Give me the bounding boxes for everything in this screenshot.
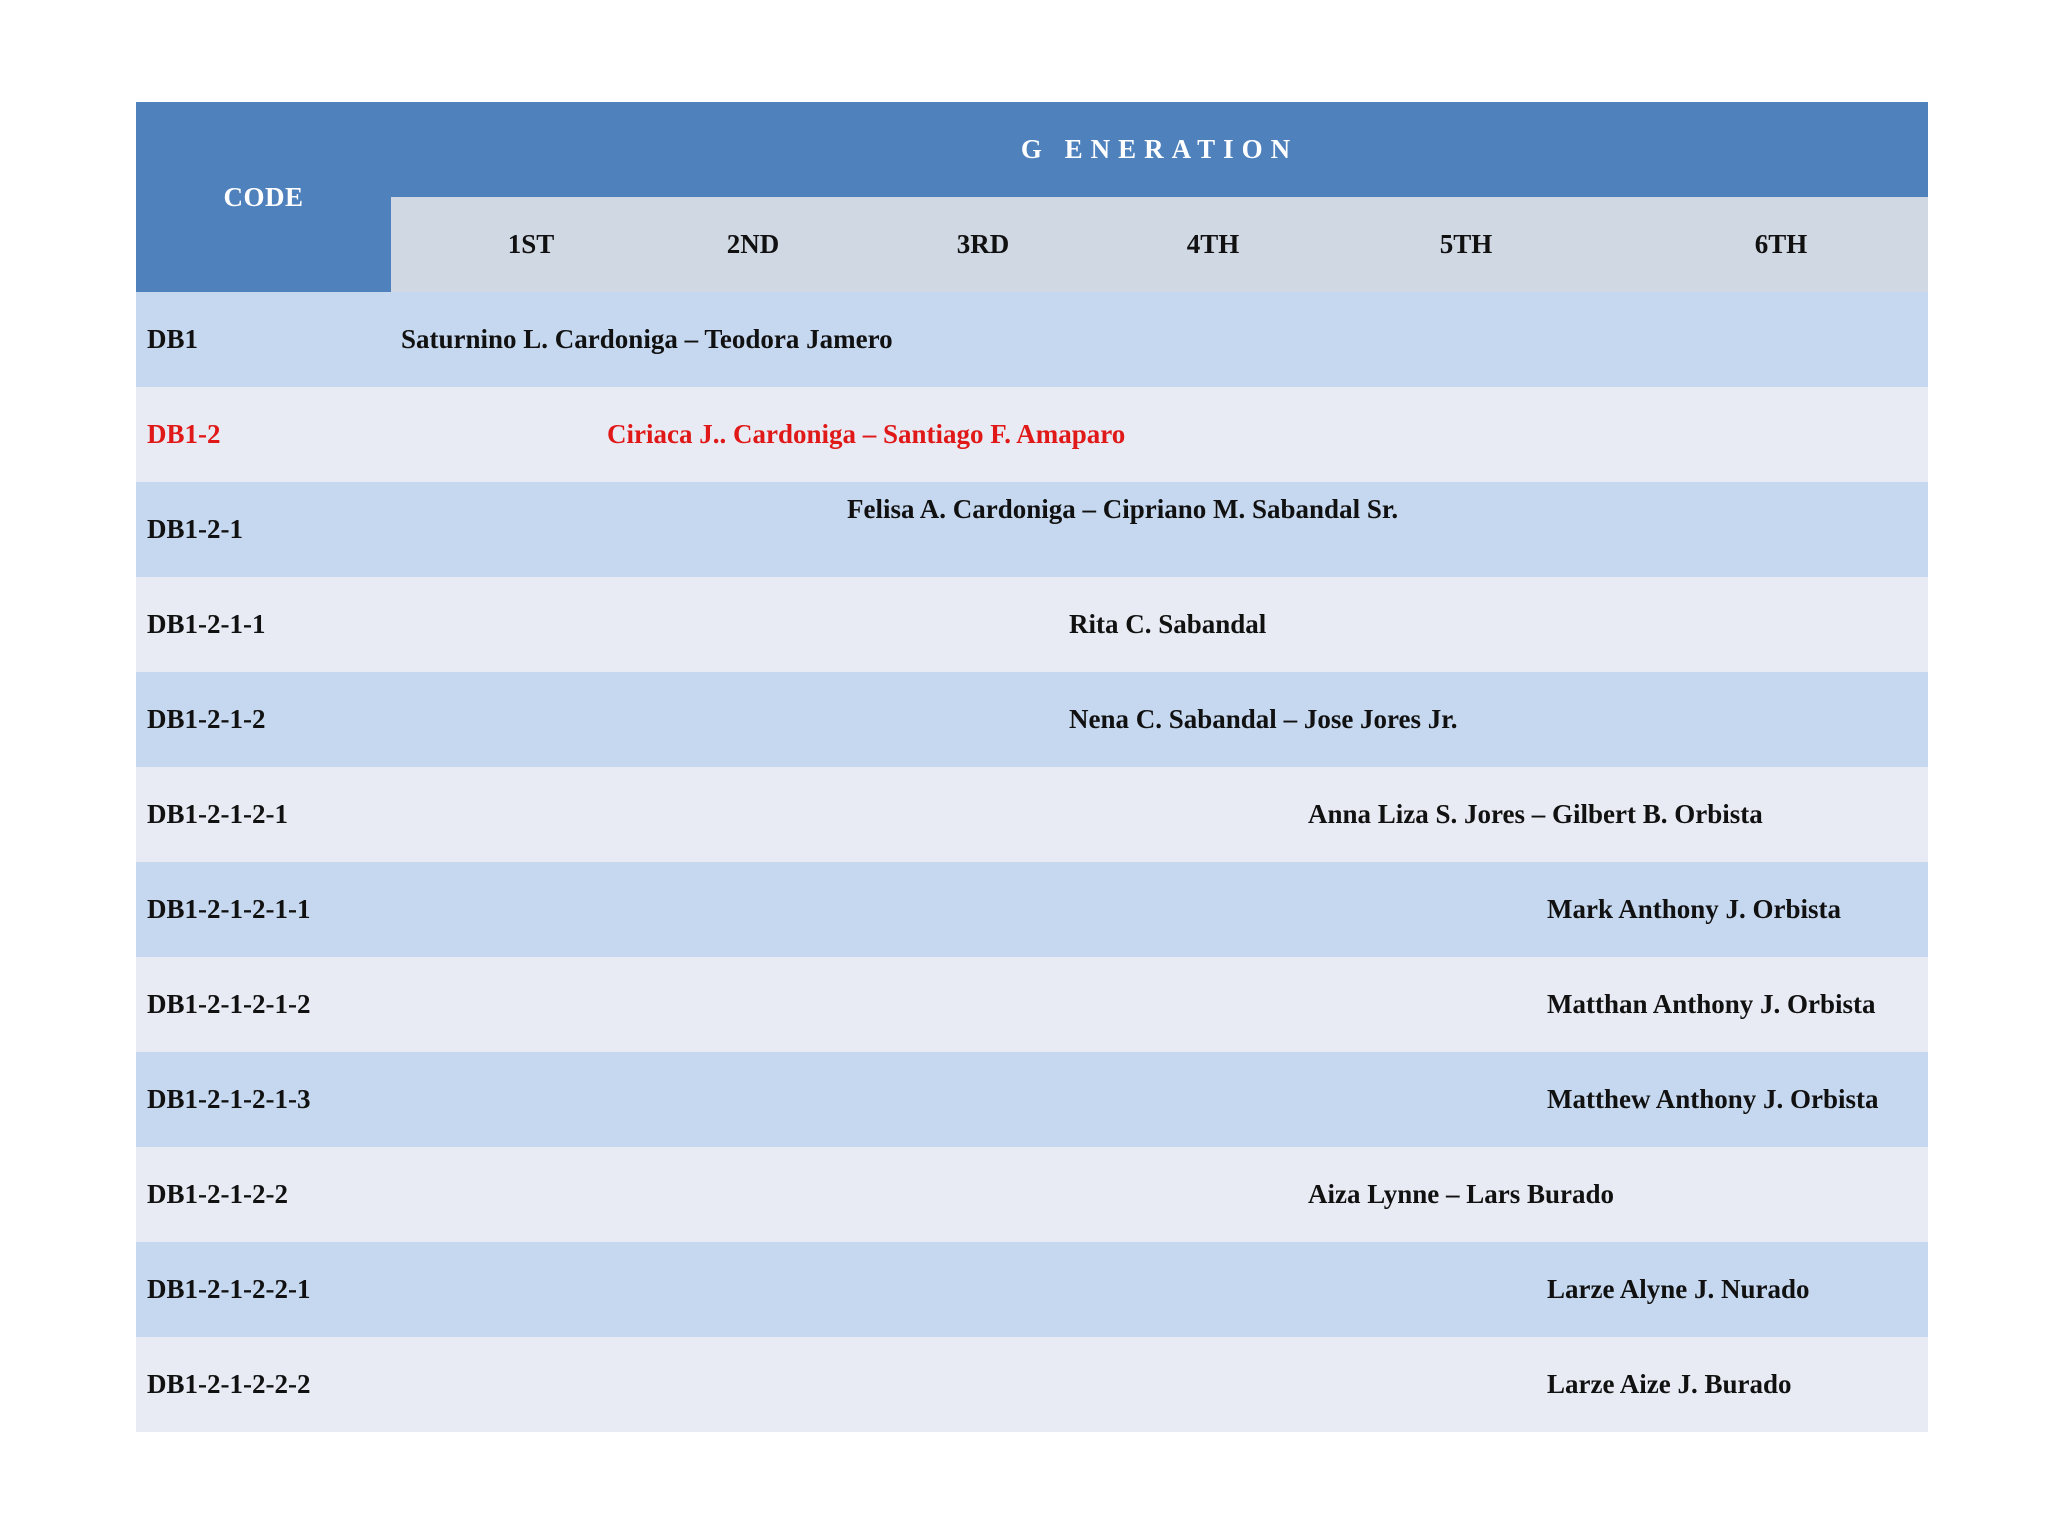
row-code: DB1-2-1-1 (147, 609, 266, 639)
row-code: DB1-2 (147, 419, 221, 449)
row-entry: Matthan Anthony J. Orbista (1547, 989, 1876, 1019)
row-entry: Matthew Anthony J. Orbista (1547, 1084, 1879, 1114)
generation-header: G ENERATION (391, 102, 1928, 197)
row-entry: Rita C. Sabandal (1069, 609, 1267, 639)
generation-1st-header: 1ST (507, 229, 555, 259)
row-code: DB1-2-1-2 (147, 704, 266, 734)
row-code: DB1-2-1-2-1-1 (147, 894, 311, 924)
table-row (136, 577, 1928, 672)
generation-subheader-row (391, 197, 1928, 292)
row-entry: Larze Alyne J. Nurado (1547, 1274, 1810, 1304)
generation-6th-header: 6TH (1754, 229, 1808, 259)
row-entry: Ciriaca J.. Cardoniga – Santiago F. Amaparo (607, 419, 1126, 449)
genealogy-table (136, 102, 1928, 1434)
row-code: DB1-2-1-2-1-3 (147, 1084, 311, 1114)
generation-2nd-header: 2ND (726, 229, 780, 259)
row-entry: Nena C. Sabandal – Jose Jores Jr. (1069, 704, 1458, 734)
table-row (136, 672, 1928, 767)
generation-4th-header: 4TH (1186, 229, 1240, 259)
row-entry: Aiza Lynne – Lars Burado (1308, 1179, 1615, 1209)
row-entry: Felisa A. Cardoniga – Cipriano M. Sabandal Sr. (847, 494, 1399, 524)
row-code: DB1-2-1-2-1 (147, 799, 288, 829)
table-row (136, 1147, 1928, 1242)
row-code: DB1-2-1-2-2 (147, 1179, 288, 1209)
code-column-header: CODE (136, 102, 391, 292)
row-entry: Anna Liza S. Jores – Gilbert B. Orbista (1308, 799, 1763, 829)
row-code: DB1-2-1 (147, 514, 243, 544)
row-code: DB1-2-1-2-2-2 (147, 1369, 311, 1399)
row-entry: Mark Anthony J. Orbista (1547, 894, 1842, 924)
row-entry: Saturnino L. Cardoniga – Teodora Jamero (401, 324, 893, 354)
row-code: DB1 (147, 324, 199, 354)
row-code: DB1-2-1-2-1-2 (147, 989, 311, 1019)
generation-5th-header: 5TH (1439, 229, 1493, 259)
row-entry: Larze Aize J. Burado (1547, 1369, 1792, 1399)
generation-3rd-header: 3RD (956, 229, 1010, 259)
row-code: DB1-2-1-2-2-1 (147, 1274, 311, 1304)
